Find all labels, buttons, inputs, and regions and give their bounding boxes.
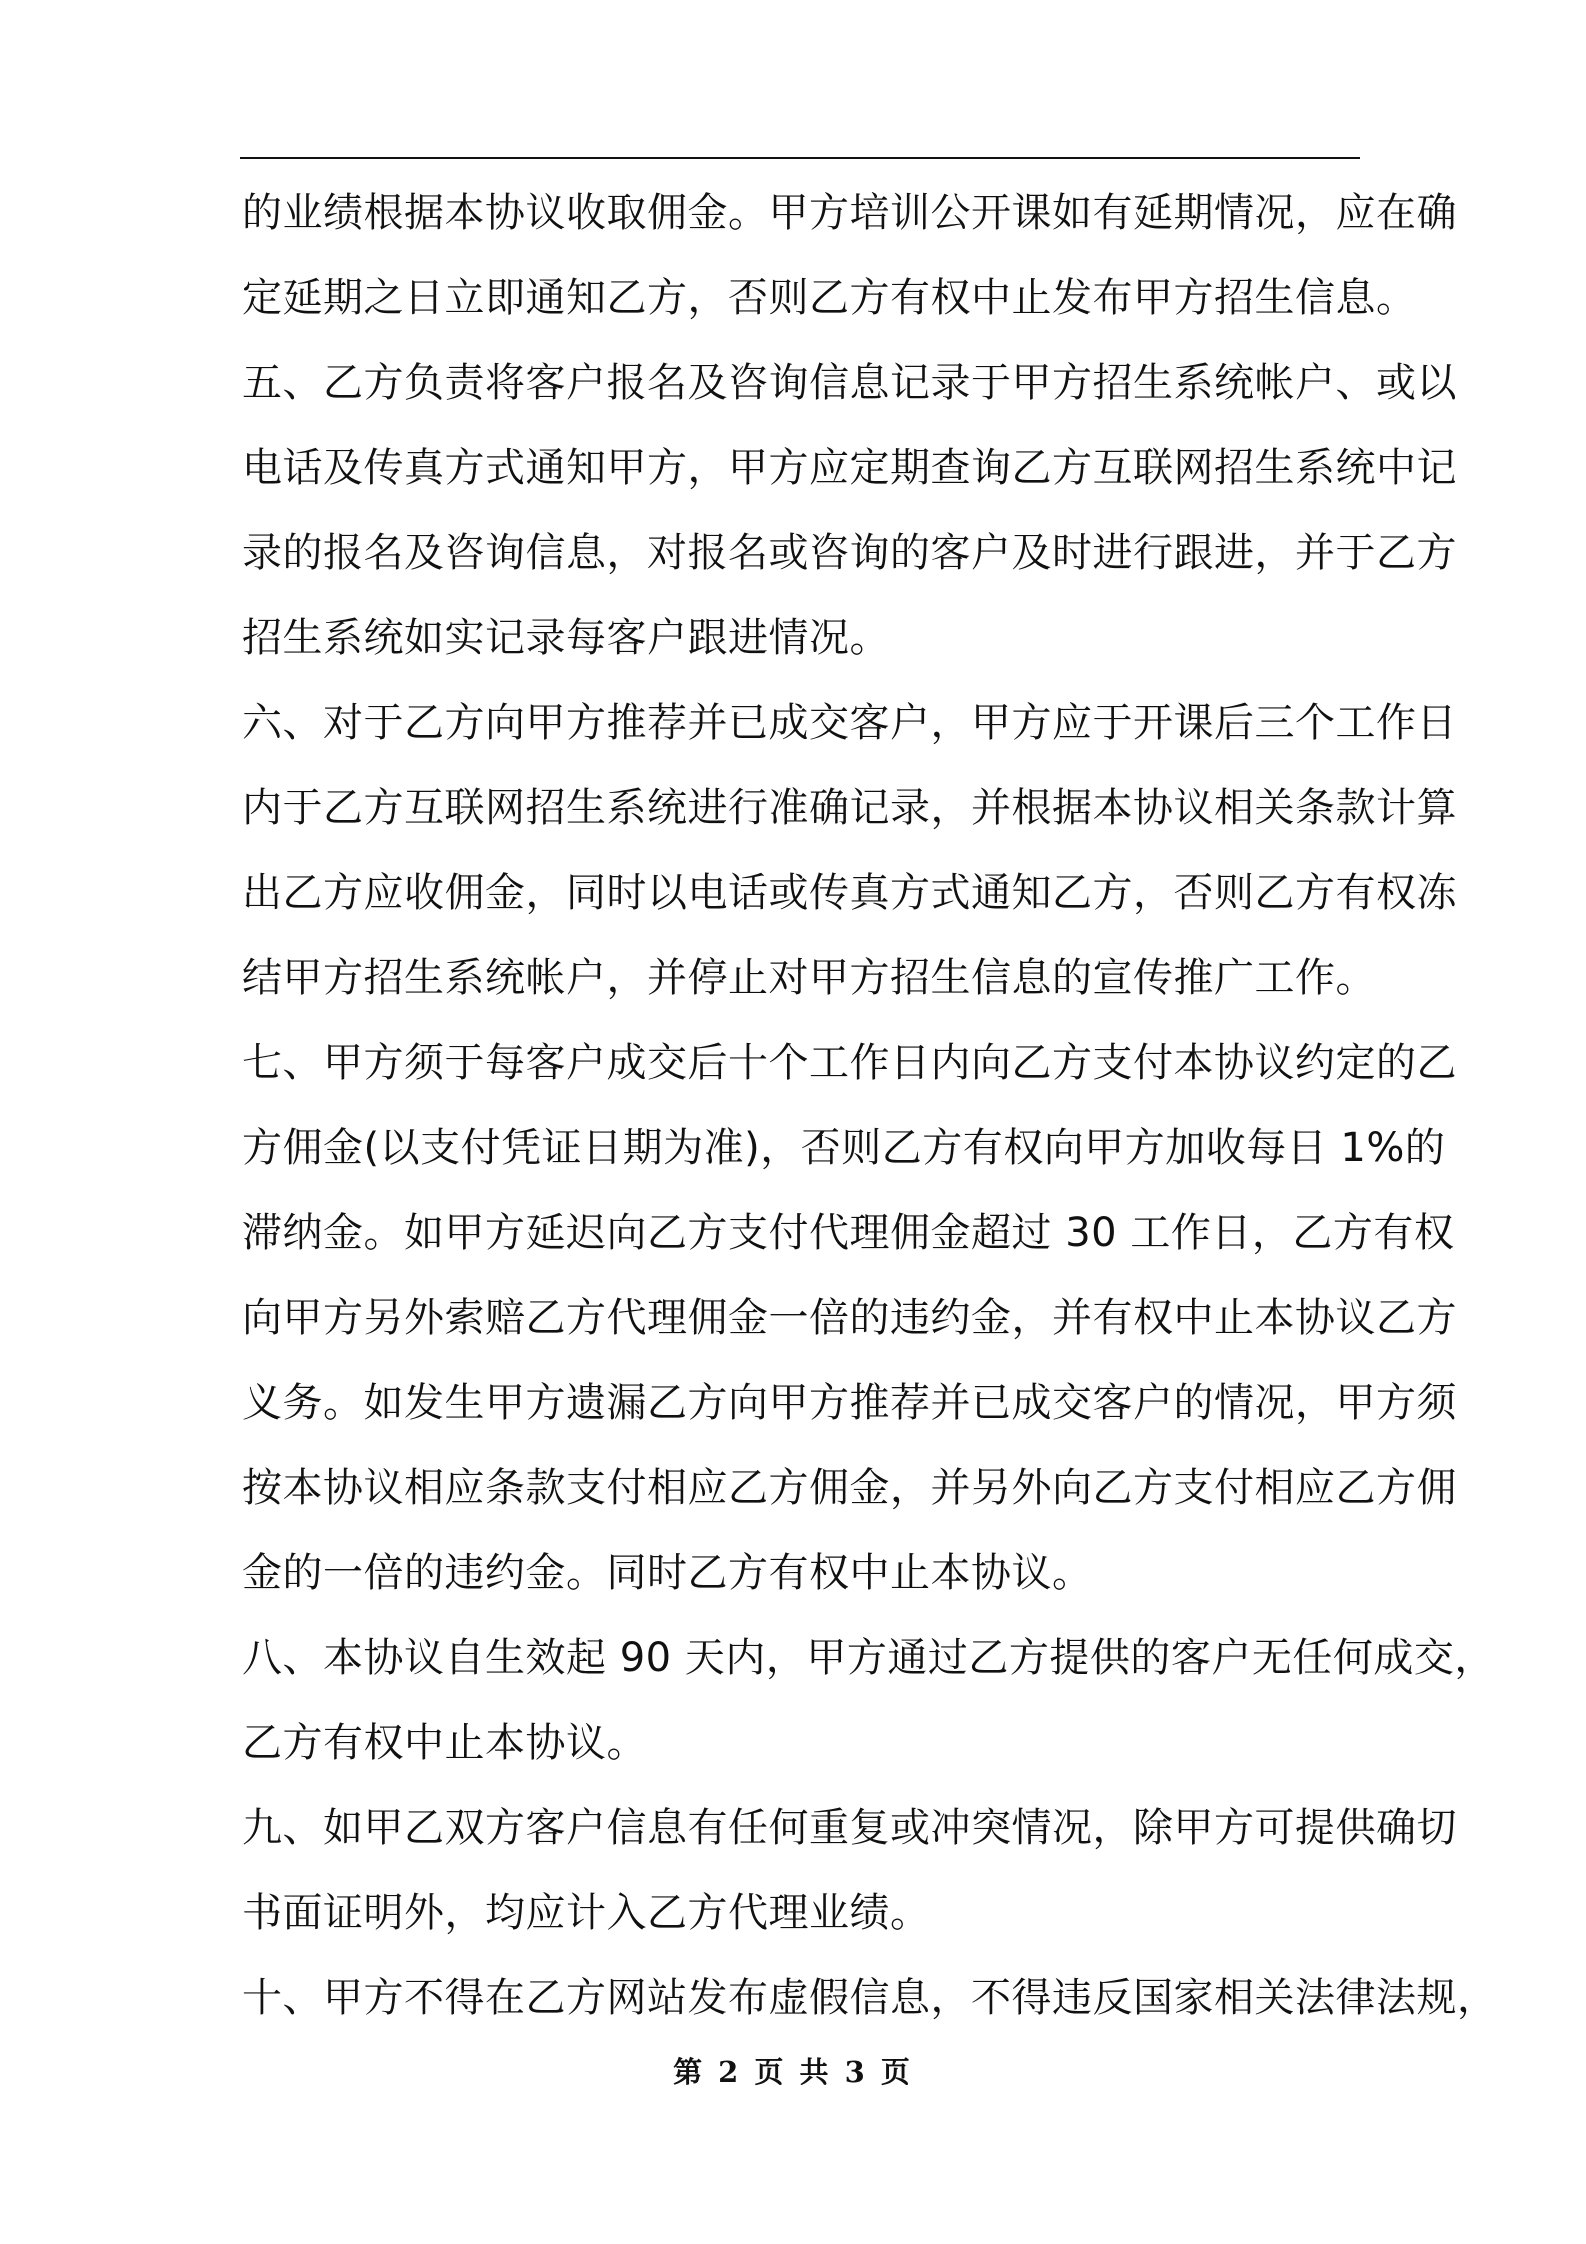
text-line: 六、对于乙方向甲方推荐并已成交客户，甲方应于开课后三个工作日 — [242, 700, 1457, 746]
text-line: 义务。如发生甲方遗漏乙方向甲方推荐并已成交客户的情况，甲方须 — [242, 1380, 1457, 1426]
text-line: 按本协议相应条款支付相应乙方佣金，并另外向乙方支付相应乙方佣 — [242, 1465, 1457, 1511]
page-number: 第 2 页 共 3 页 — [673, 2055, 913, 2089]
text-line: 书面证明外，均应计入乙方代理业绩。 — [242, 1890, 931, 1936]
text-line: 八、本协议自生效起 90 天内，甲方通过乙方提供的客户无任何成交， — [242, 1635, 1495, 1681]
text-line: 出乙方应收佣金，同时以电话或传真方式通知乙方，否则乙方有权冻 — [242, 870, 1457, 916]
text-line: 内于乙方互联网招生系统进行准确记录，并根据本协议相关条款计算 — [242, 785, 1457, 831]
document-body — [242, 190, 1498, 2062]
text-line: 乙方有权中止本协议。 — [242, 1720, 647, 1766]
text-line: 滞纳金。如甲方延迟向乙方支付代理佣金超过 30 工作日，乙方有权 — [242, 1210, 1455, 1256]
text-line: 定延期之日立即通知乙方，否则乙方有权中止发布甲方招生信息。 — [242, 275, 1417, 321]
text-line: 十、甲方不得在乙方网站发布虚假信息，不得违反国家相关法律法规， — [242, 1975, 1498, 2021]
text-line: 七、甲方须于每客户成交后十个工作日内向乙方支付本协议约定的乙 — [242, 1040, 1457, 1086]
text-line: 的业绩根据本协议收取佣金。甲方培训公开课如有延期情况，应在确 — [242, 190, 1457, 236]
text-line: 结甲方招生系统帐户，并停止对甲方招生信息的宣传推广工作。 — [242, 955, 1376, 1001]
text-line: 电话及传真方式通知甲方，甲方应定期查询乙方互联网招生系统中记 — [242, 445, 1457, 491]
text-line: 五、乙方负责将客户报名及咨询信息记录于甲方招生系统帐户、或以 — [242, 360, 1457, 406]
header-rule — [240, 157, 1360, 159]
text-line: 招生系统如实记录每客户跟进情况。 — [242, 615, 890, 661]
text-line: 录的报名及咨询信息，对报名或咨询的客户及时进行跟进，并于乙方 — [242, 530, 1457, 576]
text-line: 九、如甲乙双方客户信息有任何重复或冲突情况，除甲方可提供确切 — [242, 1805, 1457, 1851]
text-line: 方佣金(以支付凭证日期为准)，否则乙方有权向甲方加收每日 1%的 — [242, 1125, 1446, 1171]
text-line: 向甲方另外索赔乙方代理佣金一倍的违约金，并有权中止本协议乙方 — [242, 1295, 1457, 1341]
text-line: 金的一倍的违约金。同时乙方有权中止本协议。 — [242, 1550, 1093, 1596]
